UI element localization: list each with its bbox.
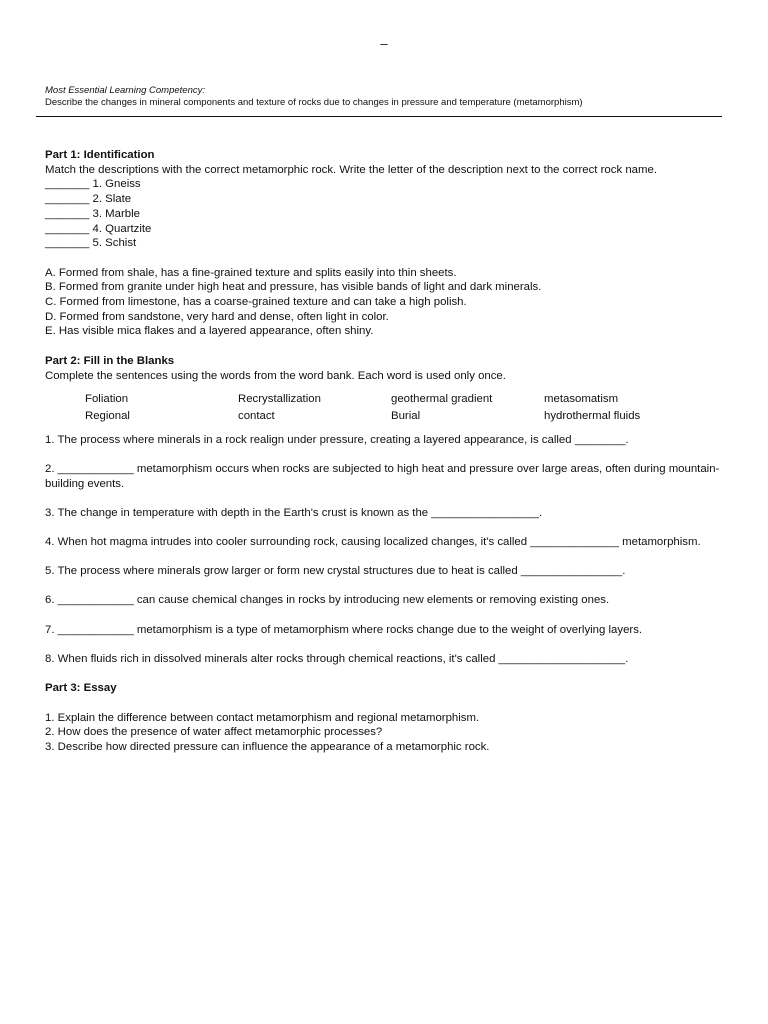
word-bank-item: Regional [85,409,130,422]
essay-question: 1. Explain the difference between contact metamorphism and regional metamorphism. [45,711,480,724]
word-bank [85,392,725,423]
fill-blank-question: 6. ____________ can cause chemical changes in rocks by introducing new elements or removing existing ones. [45,594,610,607]
word-bank-item: Burial [391,409,421,422]
fill-blank-question: 3. The change in temperature with depth in the Earth's crust is known as the _________________. [45,506,543,519]
description-choice: E. Has visible mica flakes and a layered appearance, often shiny. [45,325,374,338]
part3-section [45,681,725,755]
word-bank-item: Recrystallization [238,393,321,406]
rock-item: _______ 4. Quartzite [45,222,152,235]
part1-heading: Part 1: Identification [45,149,155,161]
fill-blank-question: 2. ____________ metamorphism occurs when rocks are subjected to high heat and pressure over large areas, often during mountain-building events. [45,462,720,490]
competency-block [45,85,725,109]
essay-question: 3. Describe how directed pressure can influence the appearance of a metamorphic rock. [45,740,490,753]
fill-blank-question: 5. The process where minerals grow larger or form new crystal structures due to heat is called ________________. [45,565,626,578]
part1-section [45,148,725,339]
rock-item: _______ 2. Slate [45,193,132,206]
competency-text: Describe the changes in mineral components and texture of rocks due to changes in pressure and temperature (metamorphism) [45,97,583,108]
part2-heading: Part 2: Fill in the Blanks [45,354,175,367]
worksheet-body [45,148,725,755]
description-choice: B. Formed from granite under high heat and pressure, has visible bands of light and dark minerals. [45,281,542,294]
part3-heading: Part 3: Essay [45,682,117,695]
word-bank-item: geothermal gradient [391,393,493,406]
part2-section [45,354,725,667]
description-choice: A. Formed from shale, has a fine-grained texture and splits easily into thin sheets. [45,266,457,279]
header-divider [36,116,722,117]
word-bank-item: Foliation [85,393,129,406]
word-bank-item: contact [238,409,275,422]
essay-question: 2. How does the presence of water affect metamorphic processes? [45,726,383,739]
fill-blank-question: 1. The process where minerals in a rock realign under pressure, creating a layered appearance, is called ________. [45,433,629,446]
word-bank-item: metasomatism [544,393,619,406]
page-mark: – [380,36,388,51]
part1-instructions: Match the descriptions with the correct metamorphic rock. Write the letter of the description next to the correct rock name. [45,163,657,176]
description-choice: C. Formed from limestone, has a coarse-grained texture and can take a high polish. [45,296,467,309]
part2-instructions: Complete the sentences using the words from the word bank. Each word is used only once. [45,369,506,382]
fill-blank-question: 8. When fluids rich in dissolved minerals alter rocks through chemical reactions, it's called ____________________. [45,652,629,665]
word-bank-item: hydrothermal fluids [544,409,641,422]
description-choice: D. Formed from sandstone, very hard and dense, often light in color. [45,310,389,323]
fill-blank-question: 7. ____________ metamorphism is a type of metamorphism where rocks change due to the weight of overlying layers. [45,623,643,636]
rock-item: _______ 1. Gneiss [45,178,141,191]
rock-item: _______ 5. Schist [45,237,137,250]
competency-label: Most Essential Learning Competency: [45,85,205,96]
fill-blank-question: 4. When hot magma intrudes into cooler surrounding rock, causing localized changes, it's called ______________ metamorphism. [45,535,701,548]
rock-item: _______ 3. Marble [45,207,140,220]
